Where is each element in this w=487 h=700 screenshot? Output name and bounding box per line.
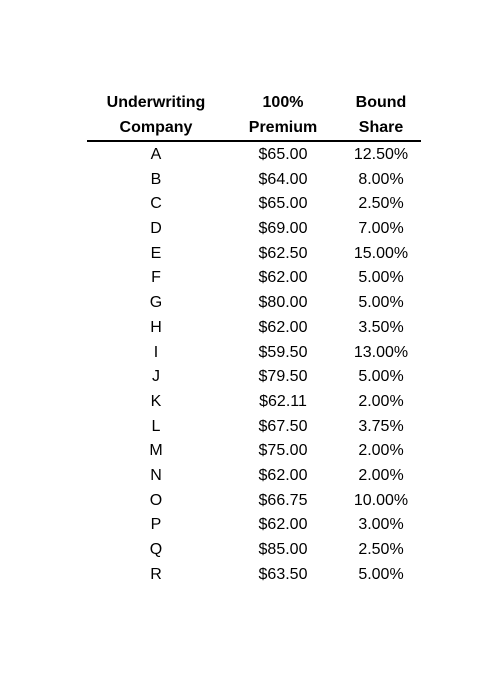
company-cell: Q xyxy=(149,541,163,558)
table-row xyxy=(87,242,421,267)
premium-cell: $69.00 xyxy=(258,220,308,238)
header-underwriting-company xyxy=(87,91,225,140)
table-row xyxy=(87,489,421,514)
header-bound-share xyxy=(341,91,421,140)
company-cell: B xyxy=(150,170,162,188)
share-cell: 3.75% xyxy=(358,417,404,435)
share-cell: 2.00% xyxy=(358,466,404,484)
table-row xyxy=(87,266,421,291)
company-cell: J xyxy=(152,368,160,386)
share-cell: 3.00% xyxy=(358,516,404,534)
share-cell: 13.00% xyxy=(353,343,409,361)
table-row xyxy=(87,563,421,588)
premium-cell: $67.50 xyxy=(258,417,308,435)
company-cell: O xyxy=(149,491,163,509)
company-cell: N xyxy=(150,466,162,484)
share-cell: 15.00% xyxy=(353,244,409,262)
premium-cell: $75.00 xyxy=(258,442,308,460)
header-premium xyxy=(225,91,341,140)
premium-cell: $85.00 xyxy=(258,541,308,558)
table-row xyxy=(87,439,421,464)
share-cell: 2.50% xyxy=(358,195,404,213)
table-row xyxy=(87,316,421,341)
share-cell: 2.00% xyxy=(358,392,404,410)
premium-cell: $63.50 xyxy=(258,565,308,583)
premium-cell: $62.00 xyxy=(258,466,308,484)
share-cell: 5.00% xyxy=(358,368,404,386)
premium-cell: $62.11 xyxy=(259,392,307,410)
share-cell: 7.00% xyxy=(358,220,404,238)
table-row xyxy=(87,143,421,168)
share-cell: 2.00% xyxy=(358,442,404,460)
company-cell: E xyxy=(150,244,162,262)
share-cell: 5.00% xyxy=(358,294,404,312)
table-row xyxy=(87,464,421,489)
premium-cell: $62.00 xyxy=(258,318,308,336)
company-cell: L xyxy=(151,417,161,435)
header-line: Share xyxy=(358,118,404,136)
table-row xyxy=(87,538,421,563)
share-cell: 5.00% xyxy=(358,565,404,583)
table-body xyxy=(87,142,421,587)
premium-cell: $66.75 xyxy=(258,491,308,509)
premium-cell: $62.00 xyxy=(258,269,308,287)
share-cell: 3.50% xyxy=(358,318,404,336)
table-row xyxy=(87,513,421,538)
premium-cell: $65.00 xyxy=(258,146,308,163)
table-row xyxy=(87,291,421,316)
table-row xyxy=(87,365,421,390)
header-line: Underwriting xyxy=(106,94,206,111)
table-row xyxy=(87,192,421,217)
share-cell: 12.50% xyxy=(353,146,409,163)
company-cell: F xyxy=(151,269,161,287)
premium-cell: $80.00 xyxy=(258,294,308,312)
share-cell: 10.00% xyxy=(353,491,409,509)
company-cell: R xyxy=(150,565,162,583)
company-cell: H xyxy=(150,318,162,336)
table-row xyxy=(87,217,421,242)
table-header xyxy=(87,91,421,142)
share-cell: 8.00% xyxy=(358,170,404,188)
company-cell: G xyxy=(149,294,163,312)
premium-cell: $65.00 xyxy=(258,195,308,213)
premium-cell: $64.00 xyxy=(258,170,308,188)
share-cell: 2.50% xyxy=(358,541,404,558)
table-row xyxy=(87,390,421,415)
company-cell: C xyxy=(150,195,162,213)
premium-cell: $59.50 xyxy=(258,343,308,361)
table-row xyxy=(87,341,421,366)
table-row xyxy=(87,168,421,193)
table-row xyxy=(87,415,421,440)
company-cell: A xyxy=(150,146,162,163)
premium-cell: $62.50 xyxy=(258,244,308,262)
header-line: Premium xyxy=(248,118,318,136)
company-cell: K xyxy=(150,392,162,410)
premium-cell: $62.00 xyxy=(258,516,308,534)
header-line: Company xyxy=(119,118,193,136)
premium-table xyxy=(87,91,421,587)
company-cell: P xyxy=(150,516,162,534)
company-cell: M xyxy=(149,442,163,460)
share-cell: 5.00% xyxy=(358,269,404,287)
company-cell: I xyxy=(153,343,159,361)
premium-cell: $79.50 xyxy=(258,368,308,386)
company-cell: D xyxy=(150,220,162,238)
header-line: 100% xyxy=(262,94,304,111)
header-line: Bound xyxy=(355,94,407,111)
